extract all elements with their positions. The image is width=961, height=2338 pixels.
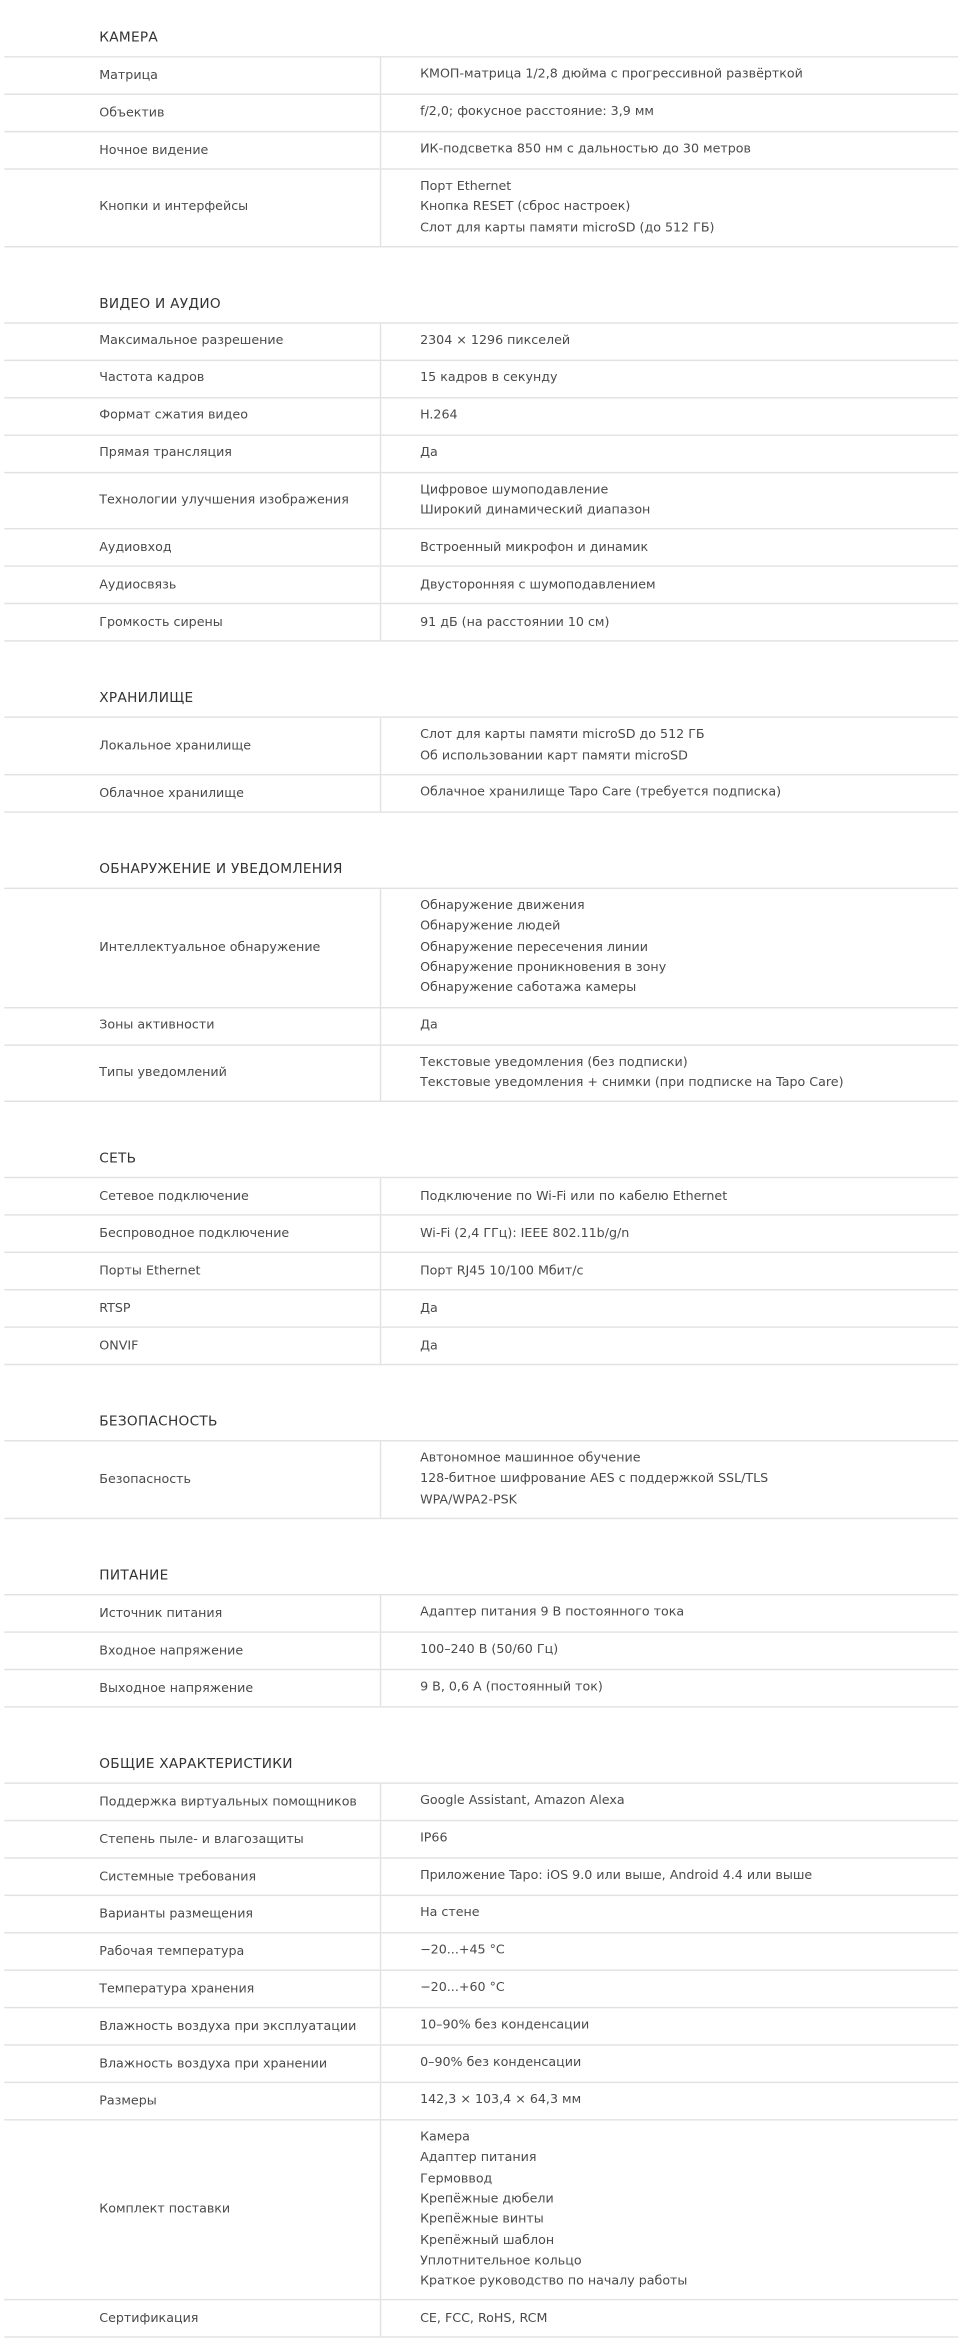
spec-label: Безопасность bbox=[4, 1442, 381, 1518]
spec-value bbox=[381, 473, 958, 529]
spec-value bbox=[381, 58, 958, 94]
spec-label: RTSP bbox=[4, 1291, 381, 1327]
spec-row bbox=[4, 2301, 958, 2338]
spec-label: Размеры bbox=[4, 2083, 381, 2119]
spec-value-line: Обнаружение проникновения в зону bbox=[420, 960, 667, 976]
spec-row bbox=[4, 1971, 958, 2008]
spec-value-line: Крепёжный шаблон bbox=[420, 2233, 555, 2248]
spec-label: Матрица bbox=[4, 58, 381, 94]
spec-row bbox=[4, 1896, 958, 1933]
spec-label: Сетевое подключение bbox=[4, 1178, 381, 1214]
section-spacer bbox=[4, 1519, 958, 1546]
spec-label: Аудиосвязь bbox=[4, 568, 381, 604]
spec-row bbox=[4, 2121, 958, 2301]
spec-value-line: Уплотнительное кольцо bbox=[420, 2254, 582, 2269]
spec-row bbox=[4, 398, 958, 435]
spec-label: Прямая трансляция bbox=[4, 436, 381, 472]
spec-value-line: 100–240 В (50/60 Гц) bbox=[420, 1643, 559, 1658]
spec-section bbox=[4, 840, 958, 1102]
spec-row bbox=[4, 605, 958, 642]
spec-value-line: Адаптер питания bbox=[420, 2151, 537, 2166]
spec-row bbox=[4, 2083, 958, 2120]
spec-row bbox=[4, 170, 958, 248]
spec-value bbox=[381, 2046, 958, 2082]
spec-value-line: WPA/WPA2-PSK bbox=[420, 1492, 517, 1508]
spec-value-line: Приложение Tapo: iOS 9.0 или выше, Android 4.4 или выше bbox=[420, 1869, 813, 1884]
spec-value-line: Обнаружение пересечения линии bbox=[420, 940, 648, 955]
spec-row bbox=[4, 1595, 958, 1632]
spec-row bbox=[4, 1328, 958, 1365]
spec-value bbox=[381, 568, 958, 604]
spec-value-line: 128-битное шифрование AES с поддержкой SSL/TLS bbox=[420, 1472, 769, 1487]
spec-value-line: CE, FCC, RoHS, RCM bbox=[420, 2311, 548, 2326]
spec-value-line: Текстовые уведомления + снимки (при подписке на Tapo Care) bbox=[420, 1075, 844, 1091]
spec-value bbox=[381, 1045, 958, 1101]
spec-label: Входное напряжение bbox=[4, 1633, 381, 1669]
section-spacer bbox=[4, 813, 958, 840]
spec-value bbox=[381, 1896, 958, 1932]
spec-value-line: −20...+45 °C bbox=[420, 1944, 505, 1959]
spec-value bbox=[381, 1633, 958, 1669]
spec-row bbox=[4, 719, 958, 776]
spec-label: Варианты размещения bbox=[4, 1896, 381, 1932]
spec-row bbox=[4, 473, 958, 530]
spec-label: Типы уведомлений bbox=[4, 1045, 381, 1101]
spec-row bbox=[4, 361, 958, 398]
spec-row bbox=[4, 1784, 958, 1821]
spec-value bbox=[381, 132, 958, 168]
spec-value-line: Облачное хранилище Tapo Care (требуется подписка) bbox=[420, 786, 782, 801]
spec-label: Степень пыле- и влагозащиты bbox=[4, 1821, 381, 1857]
spec-value-line: Камера bbox=[420, 2130, 470, 2146]
spec-value-line: Широкий динамический диапазон bbox=[420, 503, 651, 519]
spec-row bbox=[4, 1291, 958, 1328]
spec-value-line: Крепёжные дюбели bbox=[420, 2192, 554, 2207]
spec-value bbox=[381, 1934, 958, 1970]
spec-value bbox=[381, 1291, 958, 1327]
spec-row bbox=[4, 889, 958, 1008]
spec-value-line: Подключение по Wi-Fi или по кабелю Ethernet bbox=[420, 1189, 728, 1204]
spec-value-line: 15 кадров в секунду bbox=[420, 371, 558, 386]
section-heading: ПИТАНИЕ bbox=[4, 1547, 958, 1596]
spec-value bbox=[381, 1253, 958, 1289]
spec-value bbox=[381, 398, 958, 434]
spec-row bbox=[4, 324, 958, 361]
spec-value bbox=[381, 2301, 958, 2337]
section-heading: ОБНАРУЖЕНИЕ И УВЕДОМЛЕНИЯ bbox=[4, 840, 958, 889]
spec-section bbox=[4, 670, 958, 813]
spec-value bbox=[381, 324, 958, 360]
spec-value bbox=[381, 1216, 958, 1252]
spec-value-line: Цифровое шумоподавление bbox=[420, 483, 609, 498]
spec-row bbox=[4, 1253, 958, 1290]
spec-row bbox=[4, 1008, 958, 1045]
spec-value-line: Текстовые уведомления (без подписки) bbox=[420, 1055, 688, 1070]
spec-label: Ночное видение bbox=[4, 132, 381, 168]
spec-label: Рабочая температура bbox=[4, 1934, 381, 1970]
spec-row bbox=[4, 436, 958, 473]
spec-value-line: Порт Ethernet bbox=[420, 179, 512, 195]
spec-section bbox=[4, 1130, 958, 1366]
spec-row bbox=[4, 1633, 958, 1670]
spec-label: Комплект поставки bbox=[4, 2121, 381, 2300]
spec-label: Кнопки и интерфейсы bbox=[4, 170, 381, 246]
spec-label: Температура хранения bbox=[4, 1971, 381, 2007]
section-spacer bbox=[4, 642, 958, 669]
spec-section bbox=[4, 9, 958, 248]
spec-value bbox=[381, 1784, 958, 1820]
spec-value bbox=[381, 2121, 958, 2300]
section-spacer bbox=[4, 1365, 958, 1392]
spec-row bbox=[4, 2046, 958, 2083]
spec-value bbox=[381, 170, 958, 246]
spec-value bbox=[381, 1442, 958, 1518]
spec-value bbox=[381, 530, 958, 566]
spec-label: Источник питания bbox=[4, 1595, 381, 1631]
spec-label: Максимальное разрешение bbox=[4, 324, 381, 360]
spec-label: Аудиовход bbox=[4, 530, 381, 566]
spec-value-line: Обнаружение движения bbox=[420, 899, 585, 914]
spec-value-line: Обнаружение саботажа камеры bbox=[420, 981, 637, 996]
spec-label: Влажность воздуха при эксплуатации bbox=[4, 2008, 381, 2044]
spec-value bbox=[381, 719, 958, 775]
spec-value-line: 2304 × 1296 пикселей bbox=[420, 334, 571, 349]
spec-label: Сертификация bbox=[4, 2301, 381, 2337]
section-heading: СЕТЬ bbox=[4, 1130, 958, 1179]
spec-value-line: H.264 bbox=[420, 408, 458, 424]
spec-label: Зоны активности bbox=[4, 1008, 381, 1044]
spec-label: Технологии улучшения изображения bbox=[4, 473, 381, 529]
spec-value bbox=[381, 1595, 958, 1631]
spec-value-line: На стене bbox=[420, 1906, 480, 1922]
spec-section bbox=[4, 1735, 958, 2338]
spec-row bbox=[4, 2008, 958, 2045]
spec-value-line: Wi-Fi (2,4 ГГц): IEEE 802.11b/g/n bbox=[420, 1226, 630, 1241]
spec-row bbox=[4, 58, 958, 95]
spec-row bbox=[4, 1859, 958, 1896]
spec-value-line: 142,3 × 103,4 × 64,3 мм bbox=[420, 2093, 582, 2109]
spec-value bbox=[381, 1971, 958, 2007]
spec-label: Частота кадров bbox=[4, 361, 381, 397]
spec-value-line: 9 В, 0,6 А (постоянный ток) bbox=[420, 1680, 603, 1696]
spec-row bbox=[4, 132, 958, 169]
section-heading: ОБЩИЕ ХАРАКТЕРИСТИКИ bbox=[4, 1735, 958, 1784]
section-spacer bbox=[4, 1708, 958, 1735]
spec-value bbox=[381, 889, 958, 1006]
spec-section bbox=[4, 1393, 958, 1519]
spec-row bbox=[4, 1442, 958, 1520]
spec-section bbox=[4, 1547, 958, 1708]
spec-value-line: IP66 bbox=[420, 1831, 448, 1847]
spec-label: Облачное хранилище bbox=[4, 776, 381, 812]
spec-value-line: Слот для карты памяти microSD до 512 ГБ bbox=[420, 728, 705, 744]
spec-label: Беспроводное подключение bbox=[4, 1216, 381, 1252]
spec-value-line: −20...+60 °C bbox=[420, 1981, 505, 1996]
section-heading: КАМЕРА bbox=[4, 9, 958, 58]
spec-row bbox=[4, 1045, 958, 1102]
spec-label: Системные требования bbox=[4, 1859, 381, 1895]
spec-value-line: ИК-подсветка 850 нм с дальностью до 30 метров bbox=[420, 142, 751, 158]
spec-label: Громкость сирены bbox=[4, 605, 381, 641]
spec-value-line: Слот для карты памяти microSD (до 512 ГБ) bbox=[420, 220, 715, 236]
spec-row bbox=[4, 568, 958, 605]
spec-value-line: КМОП-матрица 1/2,8 дюйма с прогрессивной развёрткой bbox=[420, 68, 803, 83]
spec-value-line: Да bbox=[420, 1301, 438, 1316]
spec-label: Объектив bbox=[4, 95, 381, 131]
spec-value-line: Google Assistant, Amazon Alexa bbox=[420, 1794, 625, 1809]
spec-label: Формат сжатия видео bbox=[4, 398, 381, 434]
section-heading: ВИДЕО И АУДИО bbox=[4, 275, 958, 324]
spec-value bbox=[381, 361, 958, 397]
spec-label: Локальное хранилище bbox=[4, 719, 381, 775]
spec-value bbox=[381, 776, 958, 812]
spec-value bbox=[381, 1178, 958, 1214]
spec-value-line: f/2,0; фокусное расстояние: 3,9 мм bbox=[420, 105, 654, 120]
spec-label: Выходное напряжение bbox=[4, 1670, 381, 1706]
section-heading: БЕЗОПАСНОСТЬ bbox=[4, 1393, 958, 1442]
section-heading: ХРАНИЛИЩЕ bbox=[4, 670, 958, 719]
spec-value-line: Адаптер питания 9 В постоянного тока bbox=[420, 1606, 685, 1621]
spec-value-line: 91 дБ (на расстоянии 10 см) bbox=[420, 615, 610, 630]
spec-section bbox=[4, 275, 958, 643]
spec-value bbox=[381, 1008, 958, 1044]
spec-value-line: Гермоввод bbox=[420, 2171, 493, 2187]
spec-value-line: 10–90% без конденсации bbox=[420, 2018, 590, 2034]
spec-row bbox=[4, 1670, 958, 1707]
spec-value bbox=[381, 1670, 958, 1706]
spec-value-line: Краткое руководство по началу работы bbox=[420, 2274, 688, 2289]
spec-value-line: Да bbox=[420, 1018, 438, 1033]
spec-row bbox=[4, 95, 958, 132]
spec-value-line: Встроенный микрофон и динамик bbox=[420, 540, 649, 556]
spec-value bbox=[381, 1328, 958, 1364]
spec-value-line: 0–90% без конденсации bbox=[420, 2056, 582, 2071]
spec-label: Поддержка виртуальных помощников bbox=[4, 1784, 381, 1820]
spec-label: Порты Ethernet bbox=[4, 1253, 381, 1289]
spec-value-line: Об использовании карт памяти microSD bbox=[420, 749, 688, 764]
spec-value bbox=[381, 2008, 958, 2044]
spec-value-line: Крепёжные винты bbox=[420, 2212, 544, 2228]
spec-row bbox=[4, 530, 958, 567]
spec-value bbox=[381, 95, 958, 131]
spec-value-line: Да bbox=[420, 446, 438, 461]
spec-value bbox=[381, 1859, 958, 1895]
spec-value bbox=[381, 2083, 958, 2119]
spec-label: ONVIF bbox=[4, 1328, 381, 1364]
spec-value-line: Обнаружение людей bbox=[420, 919, 561, 935]
spec-row bbox=[4, 1934, 958, 1971]
spec-row bbox=[4, 1216, 958, 1253]
spec-value-line: Автономное машинное обучение bbox=[420, 1451, 641, 1467]
spec-value bbox=[381, 436, 958, 472]
spec-value-line: Кнопка RESET (сброс настроек) bbox=[420, 200, 631, 215]
section-spacer bbox=[4, 1102, 958, 1129]
spec-row bbox=[4, 776, 958, 813]
spec-value bbox=[381, 605, 958, 641]
spec-label: Влажность воздуха при хранении bbox=[4, 2046, 381, 2082]
spec-label: Интеллектуальное обнаружение bbox=[4, 889, 381, 1006]
spec-value-line: Двусторонняя с шумоподавлением bbox=[420, 578, 656, 593]
spec-row bbox=[4, 1178, 958, 1215]
spec-row bbox=[4, 1821, 958, 1858]
spec-value bbox=[381, 1821, 958, 1857]
spec-value-line: Порт RJ45 10/100 Мбит/с bbox=[420, 1263, 584, 1279]
section-spacer bbox=[4, 247, 958, 274]
spec-value-line: Да bbox=[420, 1338, 438, 1354]
